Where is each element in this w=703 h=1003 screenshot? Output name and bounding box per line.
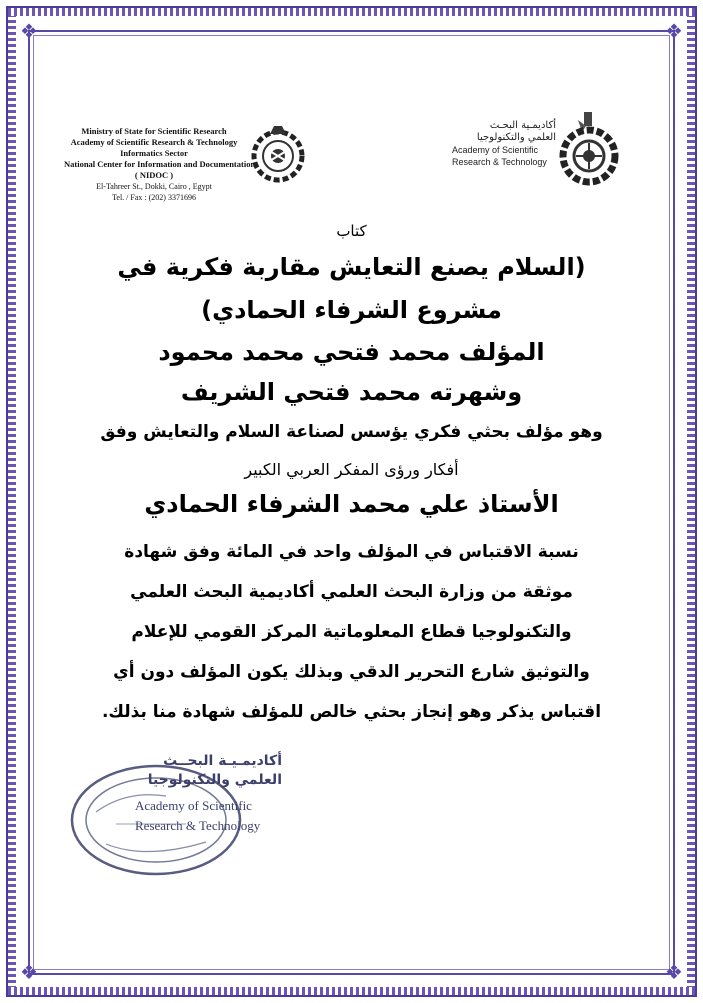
author-line2: وشهرته محمد فتحي الشريف xyxy=(180,378,523,406)
author-line1: المؤلف محمد فتحي محمد محمود xyxy=(158,338,545,366)
academy-logo-icon xyxy=(556,112,622,186)
statement-line1: نسبة الاقتباس في المؤلف واحد في المائة وفق شهادة xyxy=(124,542,579,562)
statement-line2: موثقة من وزارة البحث العلمي أكاديمية البحث العلمي xyxy=(130,582,573,602)
stamp-line: أكاديمـيـة البحــث xyxy=(163,753,282,769)
statement-line4: والتوثيق شارع التحرير الدقي وبذلك يكون المؤلف دون أي xyxy=(113,662,590,682)
statement-line5: اقتباس يذكر وهو إنجاز بحثي خالص للمؤلف شهادة منا بذلك. xyxy=(101,702,602,722)
book-title-line2: مشروع الشرفاء الحمادي) xyxy=(201,296,502,324)
description-line2: أفكار ورؤى المفكر العربي الكبير xyxy=(244,460,459,479)
description-line1: وهو مؤلف بحثي فكري يؤسس لصناعة السلام والتعايش وفق xyxy=(100,422,603,442)
stamp-line: العلمي والتكنولوجيا xyxy=(147,772,282,788)
letterhead-line: ( NIDOC ) xyxy=(134,170,174,180)
stamp-line: Research & Technology xyxy=(135,818,261,833)
letterhead-line: National Center for Information and Documentation xyxy=(64,159,256,169)
nidoc-emblem-icon xyxy=(246,122,310,186)
stamp-english xyxy=(135,796,295,836)
statement-line3: والتكنولوجيا قطاع المعلوماتية المركز القومي للإعلام xyxy=(131,622,572,642)
letterhead-address: El-Tahreer St., Dokki, Cairo , Egypt xyxy=(96,182,212,191)
book-title-line1: (السلام يصنع التعايش مقاربة فكرية في xyxy=(117,253,586,281)
academy-name-ar: العلمي والتكنولوجيا xyxy=(476,132,556,143)
corner-ornament-icon: ❖ xyxy=(665,960,683,984)
letterhead-english xyxy=(64,126,256,203)
academy-name-en: Research & Technology xyxy=(452,157,547,167)
corner-ornament-icon: ❖ xyxy=(20,19,38,43)
academy-letterhead xyxy=(452,120,556,168)
letterhead-phone: Tel. / Fax : (202) 3371696 xyxy=(112,193,196,202)
academy-name-en: Academy of Scientific xyxy=(452,145,539,155)
letterhead-line: Informatics Sector xyxy=(120,148,188,158)
letterhead-line: Academy of Scientific Research & Technology xyxy=(70,137,238,147)
certificate-label: كتاب xyxy=(336,222,367,240)
corner-ornament-icon: ❖ xyxy=(20,960,38,984)
stamp-line: Academy of Scientific xyxy=(135,798,252,813)
letterhead-line: Ministry of State for Scientific Research xyxy=(81,126,227,136)
corner-ornament-icon: ❖ xyxy=(665,19,683,43)
stamp-arabic xyxy=(132,752,282,790)
academy-name-ar: أكاديمـية البحـث xyxy=(489,120,556,131)
thinker-name: الأستاذ علي محمد الشرفاء الحمادي xyxy=(144,490,559,518)
